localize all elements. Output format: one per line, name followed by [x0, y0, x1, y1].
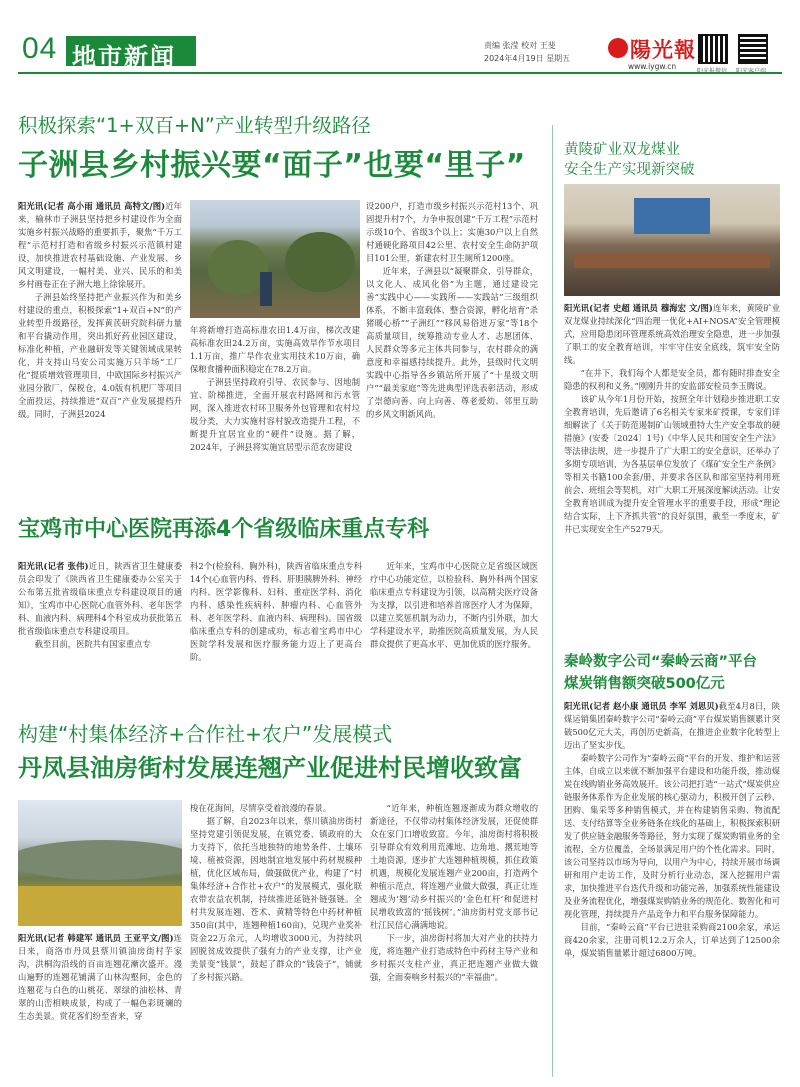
issue-date: 2024年4月19日 星期五 [484, 54, 571, 63]
side2-byline: 阳光讯(记者 赵小康 通讯员 李军 刘思贝) [564, 701, 719, 711]
meeting-photo [564, 184, 780, 296]
sidebar-divider [552, 125, 553, 1077]
article1-p5: 设200户，打造市级乡村振兴示范村13个、巩固提升村7个，力争申报创建“千万工程”示范村示级10个、省级3个以上；实施30户以上自然村通硬化路项目42公里、农村安全生命防护项目101公里，新建农村卫生厕所1200座。 [366, 201, 538, 263]
article2-col2 [190, 560, 362, 688]
meeting-table [574, 254, 770, 268]
section-title-text: 地市新闻 [72, 43, 176, 71]
article1-p3: 年将新增打造高标准农田1.4万亩，梯次改建高标准农田24.2万亩，实施高效旱作节水项目1.1万亩，推广旱作农业实用技术10万亩，确保粮食播种面积稳定在78.2万亩。 [190, 325, 360, 374]
qr-code-wechat-icon [698, 34, 728, 64]
article2-p2: 截至目前，医院共有国家重点专 [34, 639, 151, 649]
side1-headline-1: 黄陵矿业双龙煤业 [564, 142, 680, 158]
side1-byline: 阳光讯(记者 史超 通讯员 穆海宏 文/图) [564, 303, 713, 313]
side2-p3: 目前，“秦岭云商”平台已进驻采购商2100余家，承运商420余家，注册司机12.2万余人，订单达到了12500余单，煤炭销售量累计超过6800万吨。 [564, 922, 780, 958]
article1-kicker: 积极探索“1+双百+N”产业转型升级路径 [18, 114, 371, 137]
orchard-person [260, 272, 272, 306]
side1-headline-2: 安全生产实现新突破 [564, 162, 695, 178]
article3-p4: “近年来，种植连翘逐渐成为群众增收的新途径，不仅带动村集体经济发展，还促使群众在家门口增收致富。今年，油房街村将积极引导群众有效利用荒滩地、边角地、撂荒地等土地资源，逐步扩大连翘种植规模，抓住政策机遇，规模化发展连翘产业200亩，打造两个种植示范点，将连翘产业做大做强，真正让连翘成为‘翘’动乡村振兴的‘金色杠杆’和促进村民增收致富的‘摇钱树’。”油房街村党支部书记杜江民信心满满地说。 [370, 803, 538, 930]
article1-p1: 近年来，榆林市子洲县坚持把乡村建设作为全面实施乡村振兴战略的重要抓手，聚焦“千万工程”示范村打造和省级乡村振兴示范镇村建设，加快推进农村基础设施、产业发展、乡风文明建设，一幅村美、业兴、民乐的和美乡村画卷正在子洲大地上徐徐展开。 [18, 201, 182, 289]
side1-p2: “在井下，我们每个人都是安全员，都有随时排查安全隐患的权利和义务。”刚刚升井的安监部安检员李玉腾说。 [564, 368, 780, 391]
article1-col1 [18, 200, 182, 500]
side2-p1: 截至4月8日，陕煤运销集团秦岭数字公司“秦岭云商”平台煤炭销售额累计突破500亿元大关，再创历史新高，在推进企业数字化转型上迈出了坚实步伐。 [564, 701, 780, 750]
page-number: 04 [22, 32, 58, 65]
article2-p3: 科2个(检验科、胸外科)，陕西省临床重点专科14个(心血管内科、骨科、肝胆胰脾外科、神经内科、医学影像科、妇科、重症医学科、消化内科、感染性疾病科、肿瘤内科、心血管外科、老年医学科、血液内科、病理科)。国省级临床重点专科的创建成功，标志着宝鸡市中心医院学科发展和医疗服务能力迈上了更高台阶。 [190, 561, 362, 662]
side1-p1: 连年来，黄陵矿业双龙煤业持续深化“四治理一优化+AI+NOSA”安全管理模式，应用隐患闭环管理系统高效治理安全隐患，进一步加强了职工的安全教育培训，牢牢守住安全底线，筑牢安全防线。 [564, 303, 780, 365]
article2-p1: 近日，陕西省卫生健康委员会印发了《陕西省卫生健康委办公室关于公布第五批省级临床重点专科建设项目的通知》，宝鸡市中心医院心血管外科、老年医学科、血液内科、病理科4个科室成功获批第五批省级临床重点专科建设项目。 [18, 561, 182, 636]
article3-p5: 下一步，油房街村将加大对产业的扶持力度，将连翘产业打造成特色中药材主导产业和乡村振兴支柱产业，真正把连翘产业做大做强，全面奏响乡村振兴的“幸福曲”。 [370, 933, 538, 982]
orchard-tree-2 [285, 232, 355, 292]
page-header [0, 0, 800, 78]
side2-p2: 秦岭数字公司作为“秦岭云商”平台的开发、维护和运营主体，自成立以来就不断加强平台建设和功能升级，推动煤炭在线购销业务高效展开。该公司把打造“一站式”煤炭供应链服务体系作为企业发展的核心驱动力，积极开创了云秒、团购、集采等多种销售模式，并在构建销售采购、物流配送、支付结算等全业务链条在线化的基础上，积极探索积研发了供应链金融服务等路径，努力实现了煤炭购销业务的全流程、全方位覆盖，全场景满足用户的个性化需求。同时，该公司坚持以市场为导向，以用户为中心，持续开展市场调研和用户走访工作，及时分析行业动态，深入挖掘用户需求，加快推进平台迭代升级和功能完善，加强系统性能建设及业务流程优化，增强煤炭购销业务的规范化、数智化和可视化管理，持续提升产品竞争力和平台服务保障能力。 [564, 753, 780, 919]
article1-col3 [366, 200, 538, 500]
article3-p1: 连日来，商洛市丹凤县蔡川镇油房街村芋家沟，洪桐沟沿线的百亩连翘花漸次盛开。漫山遍野的连翘花铺满了山林沟壑间，金色的连翘花与白色的山桃花、翠绿的油松林、青翠的山峦相映成景，构成了一幅色彩斑斓的生态美景。赏花客们纷至沓来，穿 [18, 933, 182, 1021]
side2-body [564, 700, 780, 1078]
qr-code-app-icon [738, 34, 768, 64]
forsythia-mountain [18, 840, 182, 880]
meeting-screen [634, 198, 710, 234]
article2-byline: 阳光讯(记者 张伟) [18, 561, 89, 571]
article3-byline: 阳光讯(记者 韩建军 通讯员 王亚平文/图) [18, 933, 174, 943]
article3-col3 [370, 802, 538, 1078]
article2-p4: 近年来，宝鸡市中心医院立足省级区域医疗中心功能定位，以检验科、胸外科两个国家临床重点专科建设为引领，以高精尖医疗设备为支撑，以引进和培养首席医疗人才为保障，以建立奖惩机制为动力，不断内引外联，加大学科建设水平，助推医院高质量发展，为人民群众提供了更高水平、更加优质的医疗服务。 [370, 561, 538, 649]
paper-name-logo: 陽光報 [630, 37, 696, 62]
orchard-tree-1 [208, 240, 268, 295]
article3-p3: 据了解，自2023年以来，蔡川镇油房街村坚持党建引领促发展，在镇党委、镇政府的大力支持下，依托当地独特的地势条件、土壤环境、植被资源，因地制宜地发展中药材规模种植，优化区域布局，做强做优产业，构建了“村集体经济+合作社+农户”的发展模式，强化联农带农益农机制，持续推进延链补链强链。全村共发展连翘、苍术、黄精等特色中药材种植350亩(其中，连翘种植160亩)，兑现产业奖补资金22万余元，人均增收3000元，为持续巩固脱贫成效提供了强有力的产业支撑，让产业美景变“钱景”，鼓起了群众的“钱袋子”，铺就了乡村振兴路。 [190, 816, 362, 982]
article1-headline: 子洲县乡村振兴要“面子”也要“里子” [18, 148, 526, 183]
header-rule [18, 72, 782, 74]
article3-col1 [18, 932, 182, 1078]
forsythia-bloom [18, 886, 182, 926]
orchard-photo [190, 200, 360, 318]
article3-kicker: 构建“村集体经济+合作社+农户”发展模式 [18, 722, 393, 746]
side2-headline-1: 秦岭数字公司“秦岭云商”平台 [564, 654, 758, 670]
article1-col2 [190, 324, 360, 500]
article2-headline: 宝鸡市中心医院再添4个省级临床重点专科 [18, 517, 430, 542]
side2-headline-2: 煤炭销售额突破500亿元 [564, 676, 725, 692]
side1-body [564, 302, 780, 638]
article1-byline: 阳光讯(记者 高小雨 通讯员 高特文/图) [18, 201, 166, 211]
article1-p6: 近年来，子洲县以“凝聚群众、引导群众，以文化人、成风化俗”为主题，通过建设完善“实践中心——实践所——实践站”三级组织体系，不断丰富载体、整合资源，孵化培育“杀猪暖心桥”“子洲红”“移风易俗进万家”等18个高质量项目，统筹推动专业人才、志愿团体、人民群众等多元主体共同参与，农村群众的满意度和幸福感持续提升。此外，县级时代文明实践中心指导各乡镇站所开展了“十星级文明户”“最美家庭”等先进典型评选表彰活动，形成了崇德向善、向上向善、尊老爱幼、邻里互助的乡风文明新风尚。 [366, 266, 538, 419]
logo-sun-icon [608, 38, 628, 58]
editors: 责编 张滢 校对 王斐 [484, 41, 556, 50]
qr2-label [736, 66, 766, 75]
qr1-label [697, 66, 727, 75]
article1-p2: 子洲县始终坚持把产业振兴作为和美乡村建设的重点，积极探索“1+双百+N”的产业转型升级路径，发挥黄芪研究院科研力量和平台撬动作用，突出抓好药业园区建设，标准化种植，产业融研发等关键领域成果转化，并支持山马安公司实施万只羊场“工厂化”提质增效管理项目，中欧国际乡村振兴产业园分散厂，保税仓，4.0版有机肥厂等项目全面投运，持续推进“双百”产业发展提档升级。同时，子洲县2024 [18, 292, 182, 419]
side1-p3: 该矿从今年1月份开始，按照全年计划稳步推进职工安全教育培训，先后邀请了6名相关专家来矿授课，专家们详细解读了《关于防范遏制矿山领域重特大生产安全事故的硬措施》(安委〔2024〕1号)《中华人民共和国安全生产法》等法律法规，进一步提升了广大职工的安全意识，还举办了多期专项培训，为各基层单位发放了《煤矿安全生产条例》等相关书籍100余套/册，并要求各区队和部室坚持利用班前会、班组会等契机，对广大职工开展深度解读活动。让安全教育培训成为提升安全管理水平的重要手段，形成“理论结合实际，上下齐抓共管”的良好氛围，截至一季度末，矿井已实现安全生产5279天。 [564, 394, 780, 534]
article2-col3 [370, 560, 538, 688]
article1-p4: 子洲县坚持政府引导、农民参与、因地制宜、阶梯推进，全面开展农村路网和污水管网，深入推进农村环卫服务外包管理和农村垃圾分类，大力实施村容村貌改造提升工程，不断提升宜居宜业的“硬件”设施。据了解，2024年，子洲县将实施宜居型示范农房建设 [190, 377, 360, 452]
article3-headline: 丹凤县油房街村发展连翘产业促进村民增收致富 [18, 754, 522, 782]
article3-p2: 梭在花海间，尽情享受着浪漫的春景。 [190, 803, 332, 813]
section-title [66, 36, 196, 71]
forsythia-photo [18, 800, 182, 926]
article3-col2 [190, 802, 362, 1078]
article2-col1 [18, 560, 182, 688]
site-url[interactable]: www.iygw.cn [628, 62, 677, 71]
